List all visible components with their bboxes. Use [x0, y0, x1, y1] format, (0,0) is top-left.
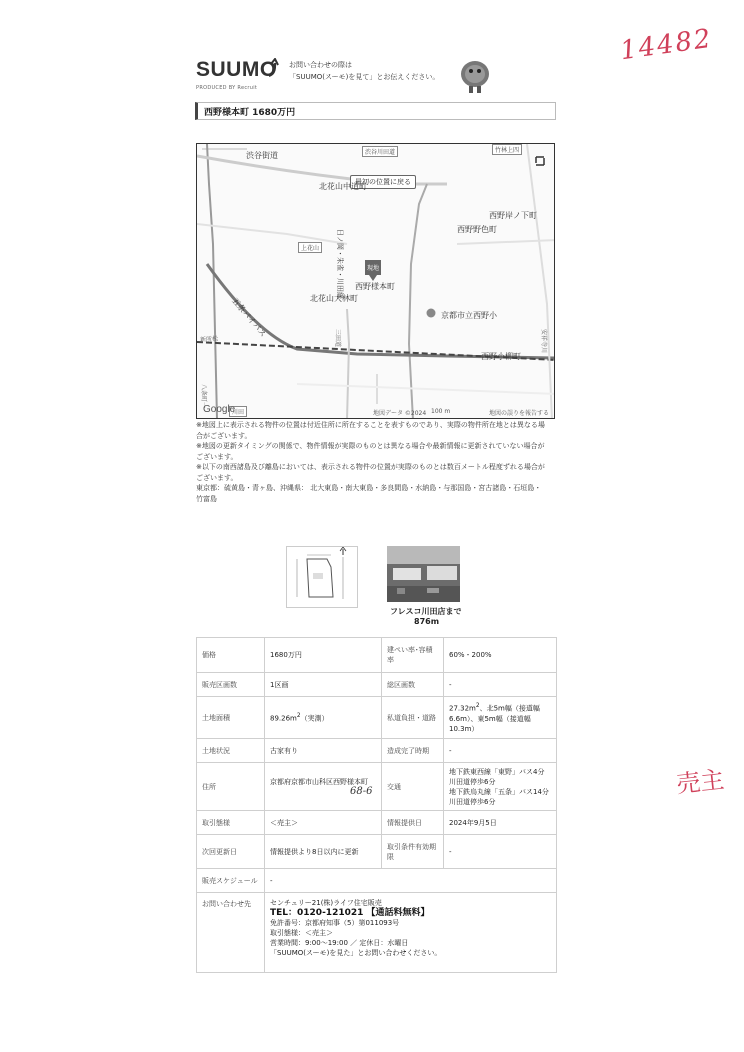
logo-arrow-icon: [265, 58, 279, 78]
traffic-label: 交通: [382, 763, 444, 811]
handwritten-number: 14482: [618, 23, 715, 67]
land-area-unit-sup: 2: [296, 713, 301, 720]
land-area-label: 土地面積: [197, 697, 265, 739]
header-note-line2: 「SUUMO(スーモ)を見て」とお伝えください。: [289, 73, 440, 81]
table-row: [197, 673, 557, 697]
photo-caption: フレスコ川田店まで: [390, 607, 462, 616]
handwritten-seller-note: 売主: [674, 765, 726, 799]
map-attribution[interactable]: 地図データ ©2024: [373, 410, 427, 417]
contact-license: 免許番号：京都府知事（5）第011093号: [270, 919, 400, 927]
next-update-value: 情報提供より8日以内に更新: [265, 835, 382, 869]
map-disclaimer: [196, 420, 561, 504]
land-area-note: （実測）: [300, 714, 329, 723]
disclaimer-line: ございます。: [196, 452, 238, 461]
page-title: 西野様本町 1680万円: [204, 108, 296, 118]
contact-hours: 営業時間：9:00～19:00 ／ 定休日：水曜日: [270, 939, 409, 947]
map-label-school: 京都市立西野小: [441, 311, 497, 320]
mode-label: 取引態様: [197, 811, 265, 835]
header-note-line1: お問い合わせの際は: [289, 61, 352, 69]
table-row: [197, 869, 557, 893]
land-area-value: 89.26m: [270, 714, 297, 723]
disclaimer-line: ※地図の更新タイミングの関係で、物件情報が実際のものとは異なる場合や最新情報に更新されていない場合が: [196, 442, 545, 450]
contact-mode: 取引態様：＜売主＞: [270, 929, 333, 937]
validity-label: 取引条件有効期限: [382, 835, 444, 869]
property-details-table: [196, 637, 557, 973]
map-road-left: 八条町一: [200, 384, 207, 409]
road-desc: 、北5m幅（接道幅6.6m）、東5m幅（接道幅10.3m）: [449, 704, 540, 733]
road-label: 私道負担・道路: [382, 697, 444, 739]
total-sections-value: -: [444, 673, 557, 697]
info-date-value: 2024年9月5日: [444, 811, 557, 835]
store-photo[interactable]: [387, 546, 460, 602]
validity-value: -: [444, 835, 557, 869]
address-value: 京都府京都市山科区西野様本町: [270, 777, 368, 786]
sections-value: 1区画: [265, 673, 382, 697]
completion-value: -: [444, 739, 557, 763]
map-road-shibuya-kawata: 渋谷川田道: [362, 146, 398, 157]
photo-distance: 876m: [414, 617, 440, 626]
map-right-vertical: 安祥寺川: [540, 329, 547, 354]
map-label-nishino-noromachi: 西野野色町: [457, 225, 497, 234]
schedule-value: -: [265, 869, 557, 893]
price-label: 価格: [197, 638, 265, 673]
next-update-label: 次回更新日: [197, 835, 265, 869]
map-scale: 100 m: [431, 408, 451, 415]
map-label-kitakazan-nakatsubo: 北花山中道町: [319, 182, 367, 191]
completion-label: 造成完了時期: [382, 739, 444, 763]
address-cell: [265, 763, 382, 811]
contact-label: お問い合わせ先: [197, 893, 265, 973]
land-status-value: 古家有り: [265, 739, 382, 763]
info-date-label: 情報提供日: [382, 811, 444, 835]
map-reset-button[interactable]: 最初の位置に戻る: [350, 175, 416, 189]
land-status-label: 土地状況: [197, 739, 265, 763]
map-road-mid: 日ノ岡・朱雀・川田線: [336, 229, 344, 299]
table-row: [197, 638, 557, 673]
price-value: 1680万円: [265, 638, 382, 673]
map-label-kamikazan: 上花山: [298, 242, 322, 253]
logo-subtitle: PRODUCED BY Recruit: [196, 85, 258, 91]
road-unit-sup: 2: [475, 703, 480, 710]
disclaimer-line: 東京都：硫黄島・青ヶ島、沖縄県： 北大東島・南大東島・多良間島・水納島・与那国島・宮古諸島・石垣島・: [196, 484, 542, 492]
contact-cell: [265, 893, 557, 973]
map-marker-label: 現地: [367, 265, 380, 272]
map-report-link[interactable]: 地図の誤りを報告する: [489, 410, 550, 417]
table-row: [197, 893, 557, 973]
map-label-nishino-koyanagi: 西野小柳町: [481, 352, 521, 361]
mode-value: ＜売主＞: [265, 811, 382, 835]
map-label-kitakazan-obayashi: 北花山大林町: [310, 294, 358, 303]
map-label-nishino-sakamotocho: 西野様本町: [355, 282, 395, 291]
map-label-gojo-bypass: 五条バイパス: [230, 296, 268, 339]
traffic-cell: [444, 763, 557, 811]
table-row: [197, 763, 557, 811]
contact-company: センチュリー21(株)ライフ住宅販売: [270, 899, 382, 907]
land-area-cell: [265, 697, 382, 739]
table-row: [197, 697, 557, 739]
coverage-value: 60%・200%: [444, 638, 557, 673]
map-label-shibuya-kaido: 渋谷街道: [246, 151, 278, 160]
sections-label: 販売区画数: [197, 673, 265, 697]
disclaimer-line: ※以下の南西諸島及び離島においては、表示される物件の位置が実際のものとは数百メートル程度ずれる場合が: [196, 463, 545, 471]
total-sections-label: 総区画数: [382, 673, 444, 697]
traffic-line-1: 地下鉄東西線「東野」バス4分川田道停歩6分: [449, 767, 545, 786]
google-logo: Google: [203, 404, 236, 415]
schedule-label: 販売スケジュール: [197, 869, 265, 893]
suumo-mascot-icon: [457, 57, 493, 95]
address-handwritten: 68-6: [350, 785, 373, 797]
road-burden-value: 27.32m: [449, 704, 476, 713]
map-top-right-code: 竹林上四: [492, 144, 522, 155]
disclaimer-line: 合がございます。: [196, 431, 252, 440]
map-road-lower: 三田道: [334, 329, 341, 348]
property-map[interactable]: [196, 143, 555, 419]
road-cell: [444, 697, 557, 739]
table-row: [197, 835, 557, 869]
map-label-kawata: 川田: [229, 406, 247, 417]
map-label-nishino-kishinoshita: 西野岸ノ下町: [489, 211, 537, 220]
suumo-logo: SUUMO: [196, 58, 277, 81]
coverage-label: 建ぺい率･容積率: [382, 638, 444, 673]
traffic-line-2: 地下鉄烏丸線「五条」バス14分川田道停歩6分: [449, 787, 549, 806]
contact-note: 「SUUMO(スーモ)を見た」とお問い合わせください。: [270, 949, 442, 957]
disclaimer-line: ※地図上に表示される物件の位置は付近住所に所在することを表すものであり、実際の物件所在地とは異なる場: [196, 421, 545, 429]
map-label-shinhoshin: 新所松: [199, 335, 219, 344]
address-label: 住所: [197, 763, 265, 811]
table-row: [197, 739, 557, 763]
disclaimer-line: ございます。: [196, 473, 238, 482]
land-plan-image[interactable]: [286, 546, 358, 608]
disclaimer-line: 竹富島: [196, 494, 217, 503]
contact-tel[interactable]: TEL：0120-121021 【通話料無料】: [270, 908, 430, 918]
table-row: [197, 811, 557, 835]
